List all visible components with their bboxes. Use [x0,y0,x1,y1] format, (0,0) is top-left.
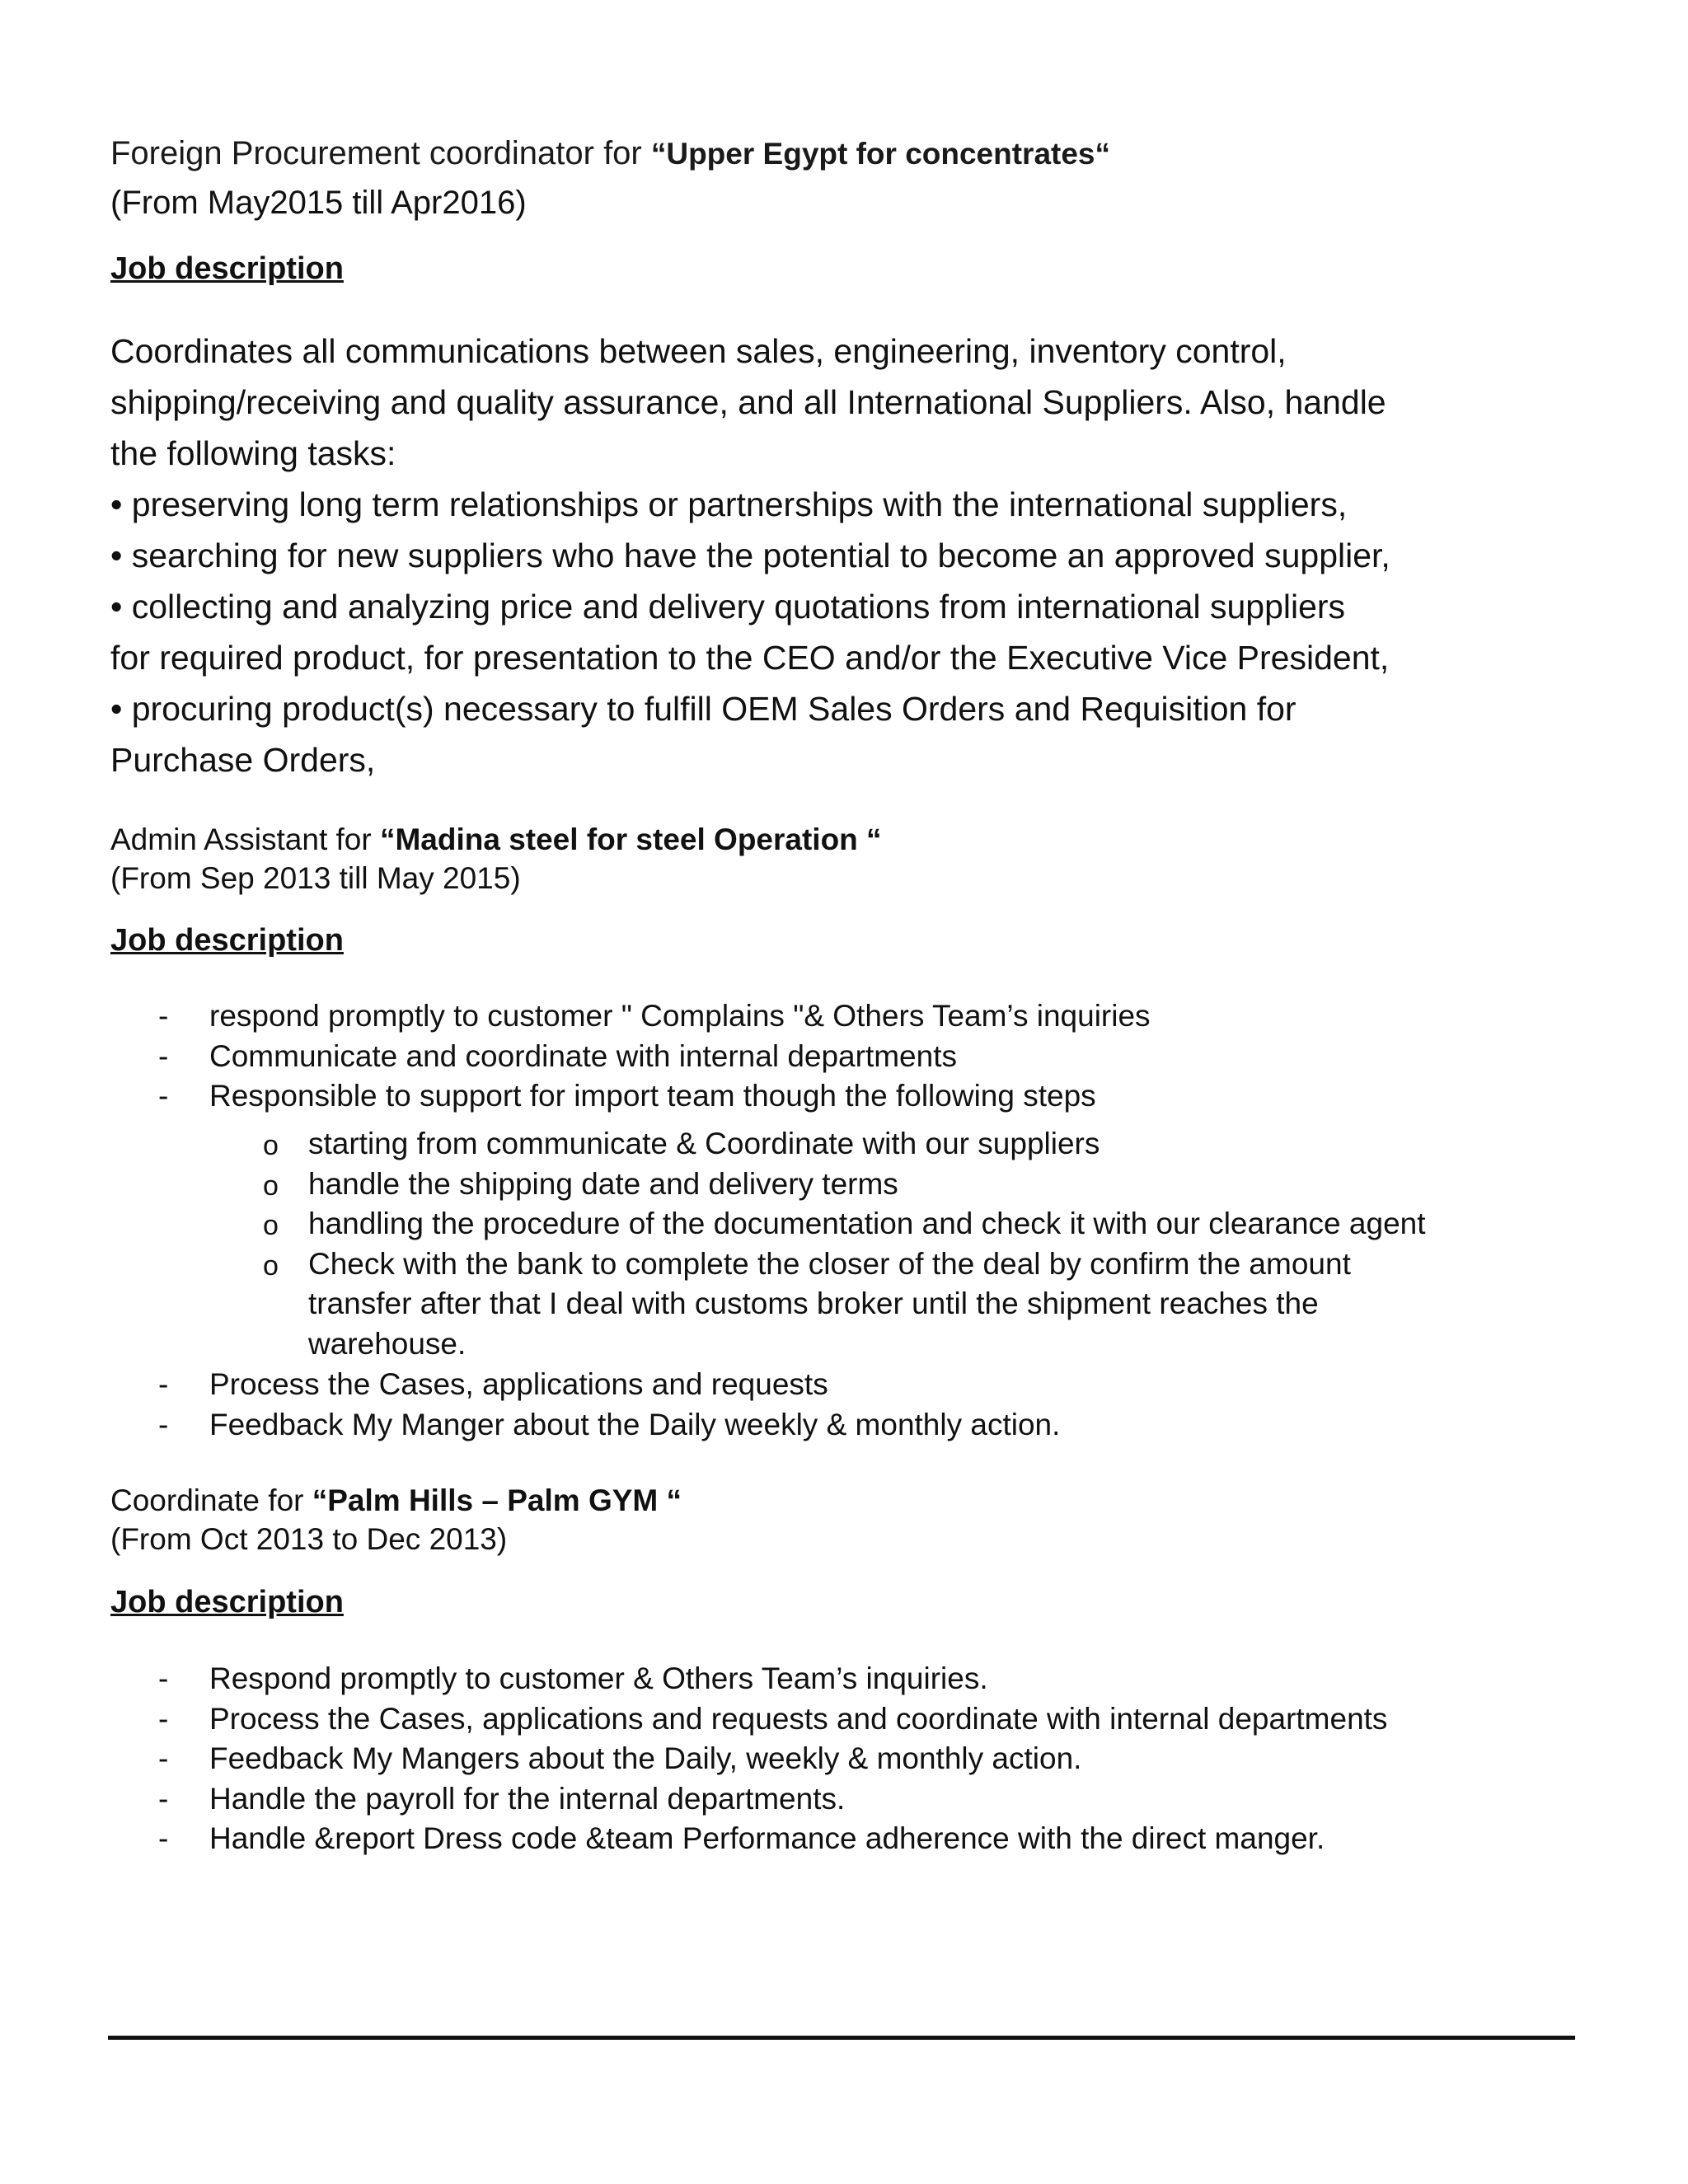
job2-list [158,996,1151,1117]
sub-list-item-text: warehouse. [308,1326,467,1361]
list-item [158,1365,1060,1405]
job3-title [110,1481,682,1521]
list-item [158,1405,1061,1446]
list-item-text: respond promptly to customer " Complains "& Others Team’s inquiries [209,999,1151,1033]
job3-jd-heading: Job description [110,1585,344,1619]
circle-bullet: o [263,1169,279,1202]
sub-list-item-text: handle the shipping date and delivery terms [308,1166,898,1201]
list-item-text: Communicate and coordinate with internal departments [209,1038,957,1073]
circle-bullet: o [263,1130,279,1161]
circle-bullet: o [263,1210,279,1241]
dash-bullet: - [158,1781,169,1816]
job1-title [110,132,1110,176]
bottom-divider [108,2036,1575,2040]
job1-description [110,326,1594,785]
list-item-text: Process the Cases, applications and requests and coordinate with internal departments [209,1701,1388,1736]
job1-line: Coordinates all communications between sales, engineering, inventory control, [110,332,1287,370]
job1-line: • searching for new suppliers who have the potential to become an approved supplier, [110,537,1390,574]
dash-bullet: - [158,1407,169,1441]
sub-list-item [263,1124,1426,1165]
list-item-text: Responsible to support for import team though the following steps [209,1079,1096,1113]
dash-bullet: - [158,1661,169,1695]
sub-list-item-text: handling the procedure of the documentation and check it with our clearance agent [308,1207,1426,1240]
list-item-text: Respond promptly to customer & Others Team’s inquiries. [209,1661,988,1695]
list-item-text: Feedback My Manger about the Daily weekly & monthly action. [209,1407,1061,1441]
dash-bullet: - [158,1367,169,1401]
list-item [158,1819,1387,1859]
job1-company: “Upper Egypt for concentrates“ [650,137,1111,171]
job2-company: “Madina steel for steel Operation “ [379,823,882,856]
job1-title-prefix: Foreign Procurement coordinator for [110,135,651,171]
list-item [158,1076,1151,1117]
list-item-text: Feedback My Mangers about the Daily, weekly & monthly action. [209,1741,1082,1775]
job2-title [110,820,882,860]
dash-bullet: - [158,999,169,1033]
dash-bullet: - [158,1038,169,1073]
job1-line: for required product, for presentation to the CEO and/or the Executive Vice President, [110,639,1390,677]
list-item [158,1659,1387,1699]
dash-bullet: - [158,1821,169,1855]
sub-list-item [263,1204,1426,1244]
sub-list-item [263,1244,1426,1285]
list-item [158,1779,1387,1820]
job3-dates: (From Oct 2013 to Dec 2013) [110,1522,508,1556]
job2-sublist [263,1124,1426,1364]
list-item [158,1037,1151,1077]
sub-list-item-text: starting from communicate & Coordinate with our suppliers [308,1127,1100,1160]
job1-line: • collecting and analyzing price and delivery quotations from international suppliers [110,588,1346,626]
dash-bullet: - [158,1701,169,1736]
sub-list-item-text: transfer after that I deal with customs broker until the shipment reaches the [308,1286,1319,1320]
job2-title-prefix: Admin Assistant for [110,823,380,856]
job1-line: Purchase Orders, [110,741,376,779]
sub-list-item-continued [308,1284,1426,1324]
sub-list-item-text: Check with the bank to complete the closer of the deal by confirm the amount [308,1246,1351,1281]
job3-title-prefix: Coordinate for [110,1483,312,1517]
job1-line: • preserving long term relationships or partnerships with the international suppliers, [110,485,1348,523]
job3-list [158,1659,1388,1859]
list-item [158,1699,1388,1740]
job1-line: • procuring product(s) necessary to fulfill OEM Sales Orders and Requisition for [110,690,1296,728]
job2-list-after [158,1365,1061,1445]
list-item [158,1739,1387,1779]
sub-list-item-continued [308,1324,1426,1365]
sub-list-item [263,1165,1426,1205]
job1-dates: (From May2015 till Apr2016) [110,185,527,221]
dash-bullet: - [158,1741,169,1775]
list-item-text: Process the Cases, applications and requests [209,1367,828,1401]
job1-line: shipping/receiving and quality assurance, and all International Suppliers. Also, handle [110,383,1386,421]
job1-jd-heading: Job description [110,251,344,286]
dash-bullet: - [158,1079,169,1113]
job3-company: “Palm Hills – Palm GYM “ [312,1483,682,1517]
job2-jd-heading: Job description [110,923,344,958]
list-item [158,996,1151,1037]
circle-bullet: o [263,1249,279,1282]
job1-line: the following tasks: [110,434,396,472]
list-item-text: Handle &report Dress code &team Performance adherence with the direct manger. [209,1821,1325,1855]
job2-dates: (From Sep 2013 till May 2015) [110,861,521,895]
list-item-text: Handle the payroll for the internal departments. [209,1781,846,1816]
